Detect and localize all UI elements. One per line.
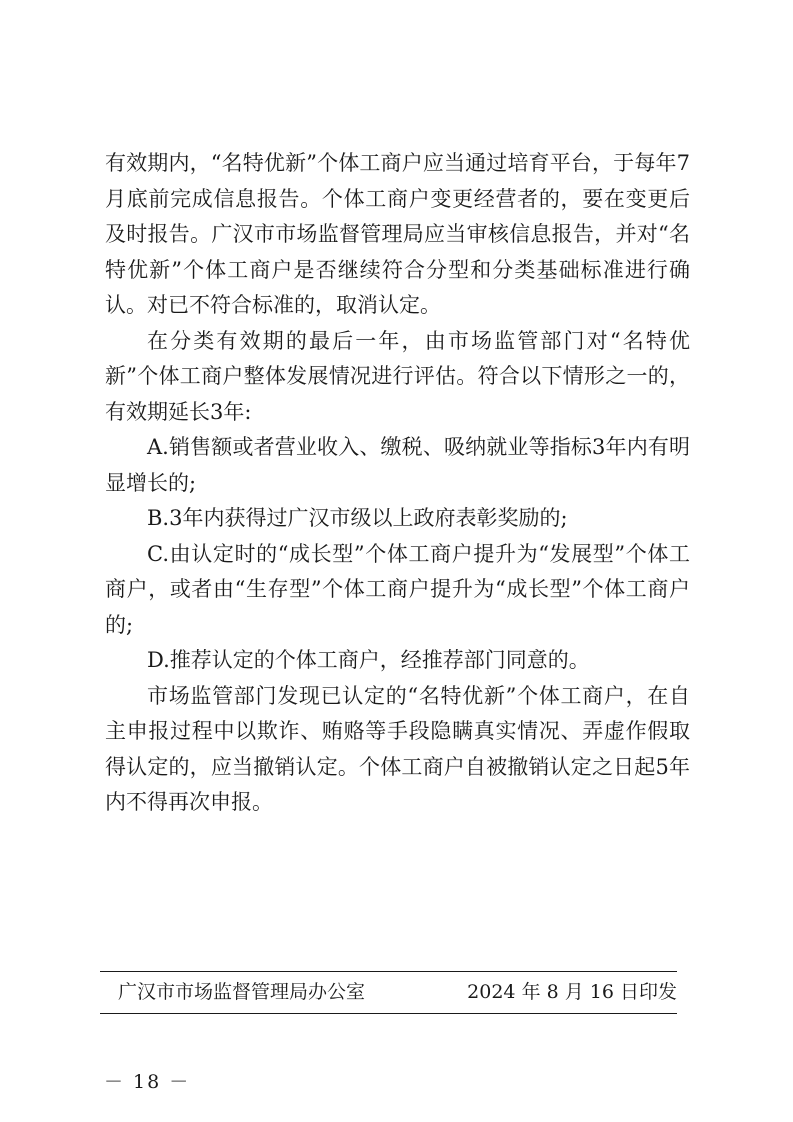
document-body [105, 146, 690, 821]
list-item-a: A.销售额或者营业收入、缴税、吸纳就业等指标3年内有明显增长的; [105, 435, 690, 495]
issuer-name: 广汉市市场监督管理局办公室 [118, 981, 366, 1003]
paragraph-revocation: 市场监管部门发现已认定的“名特优新”个体工商户，在自主申报过程中以欺诈、贿赂等手段隐瞒真实情况、弄虚作假取得认定的，应当撤销认定。个体工商户自被撤销认定之日起5年内不得再次申报。 [105, 683, 690, 814]
issue-date: 2024 年 8 月 16 日印发 [467, 981, 677, 1003]
paragraph-continuation: 有效期内，“名特优新”个体工商户应当通过培育平台，于每年7月底前完成信息报告。个体工商户变更经营者的，要在变更后及时报告。广汉市市场监督管理局应当审核信息报告，并对“名特优新”个体工商户是否继续符合分型和分类基础标准进行确认。对已不符合标准的，取消认定。 [105, 151, 690, 317]
page-number: － 18 － [104, 1071, 191, 1093]
paragraph-evaluation: 在分类有效期的最后一年，由市场监管部门对“名特优新”个体工商户整体发展情况进行评估。符合以下情形之一的，有效期延长3年: [105, 328, 690, 424]
list-item-b: B.3年内获得过广汉市级以上政府表彰奖励的; [147, 506, 568, 530]
issuance-footer [100, 971, 677, 1014]
list-item-c: C.由认定时的“成长型”个体工商户提升为“发展型”个体工商户，或者由“生存型”个体工商户提升为“成长型”个体工商户的; [105, 541, 690, 637]
list-item-d: D.推荐认定的个体工商户，经推荐部门同意的。 [147, 648, 590, 672]
